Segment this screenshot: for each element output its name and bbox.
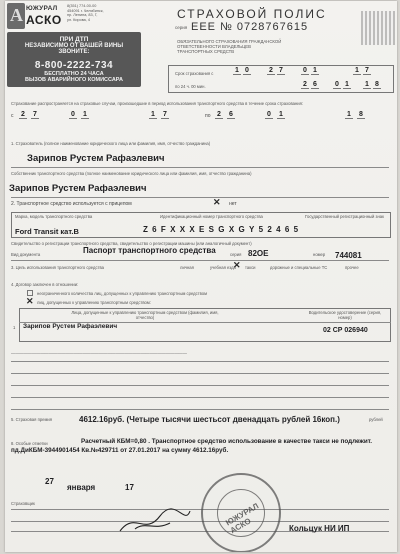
purpose-opt-5: прочее	[345, 265, 359, 270]
promo-free: БЕСПЛАТНО 24 ЧАСА	[44, 71, 104, 77]
promo-commissar: ВЫЗОВ АВАРИЙНОГО КОМИССАРА	[25, 77, 123, 83]
insurer-contacts	[67, 4, 142, 22]
doc-type: Паспорт транспортного средства	[83, 246, 216, 255]
drivers-unlimited: неограниченного количества лиц, допущенных к управлению транспортным средством	[37, 291, 208, 296]
trailer-no: нет	[229, 201, 237, 207]
drivers-col-name: Лица, допущенные к управлению транспортным средством (фамилия, имя, отчество)	[71, 310, 219, 320]
premium-currency: рублей	[369, 417, 383, 422]
model-label: Марка, модель транспортного средства	[15, 214, 93, 219]
seal-text: ЮЖУРАЛ АСКО	[224, 501, 261, 536]
signature-icon	[115, 501, 195, 541]
series-label: серия	[175, 25, 188, 30]
doc-number-label: номер	[313, 252, 326, 257]
digit: 1	[345, 111, 353, 119]
digit: 2	[215, 111, 223, 119]
brand-line1: ЮЖУРАЛ	[26, 5, 58, 12]
purpose-opt-2: учебная езда	[210, 265, 236, 270]
digit: 2	[301, 81, 309, 89]
driver-license: 02 СР 026940	[323, 327, 368, 334]
owner-name: Зарипов Рустем Рафаэлевич	[9, 183, 147, 194]
purpose-opt-1: личная	[180, 265, 194, 270]
promo-line1: ПРИ ДТП	[59, 36, 89, 43]
page-title: СТРАХОВОЙ ПОЛИС	[177, 7, 327, 21]
insurance-type: ОБЯЗАТЕЛЬНОГО СТРАХОВАНИЯ ГРАЖДАНСКОЙ ОТВЕТСТВЕННОСТИ ВЛАДЕЛЬЦЕВ ТРАНСПОРТНЫХ СРЕДСТВ	[177, 39, 282, 55]
digit: 0	[333, 81, 341, 89]
use-to-label: по	[205, 113, 211, 119]
digit: 7	[277, 67, 285, 75]
doc-number: 744081	[335, 251, 362, 260]
notes-text: Расчетный КБМ=0,80 . Транспортное средство использование в качестве такси не подлежит. пд.ДиКБМ-3944901454 Кв.№429711 от 27.01.2017 на сумму 4612.16руб.	[11, 438, 373, 454]
notes-label: 8. Особые отметки	[11, 441, 48, 446]
drivers-limited: лиц, допущенных к управлению транспортным средством:	[37, 300, 151, 305]
purpose-opt-4: дорожные и специальные ТС	[270, 265, 328, 270]
fineprint-1: ——————————————————————————————————————————	[11, 351, 187, 356]
period-from-digits	[233, 67, 393, 77]
digit: 1	[233, 67, 241, 75]
drivers-label: 4. Договор заключен в отношении:	[11, 282, 79, 287]
agent-name: Кольцук НИ ИП	[289, 524, 350, 533]
digit: 1	[81, 111, 89, 119]
digit: 6	[311, 81, 319, 89]
digit: 1	[343, 81, 351, 89]
insurance-policy-document	[5, 1, 397, 552]
use-to-digits	[215, 111, 395, 121]
digit: 0	[301, 67, 309, 75]
vin-label: Идентификационный номер транспортного средства	[160, 214, 263, 219]
vehicle-vin: Z6FXXXESGXGY52465	[143, 225, 303, 234]
digit: 0	[265, 111, 273, 119]
period-to-digits	[233, 81, 393, 91]
company-seal-icon	[201, 473, 281, 552]
doc-series: 82ОЕ	[248, 249, 269, 258]
scope-text: Страхование распространяется на страховые случаи, произошедшие в период использования транспортного средства в течение срока страхования:	[11, 101, 304, 106]
use-from-label: с	[11, 113, 14, 119]
purpose-label: 3. Цель использования транспортного средства	[11, 265, 105, 270]
vehicle-model: Ford Transit кат.В	[15, 227, 79, 236]
digit: 8	[373, 81, 381, 89]
digit: 1	[363, 81, 371, 89]
contact-city: 454091 г. Челябинск,	[67, 8, 104, 13]
accident-hotline-banner	[7, 32, 141, 87]
digit: 0	[243, 67, 251, 75]
limited-check-icon: ✕	[26, 296, 34, 306]
contact-street: пр. Ленина, 83, Г,	[67, 13, 98, 18]
brand-line2: АСКО	[26, 13, 62, 27]
digit: 7	[363, 67, 371, 75]
digit: 8	[357, 111, 365, 119]
sign-day: 27	[45, 477, 54, 486]
digit: 2	[267, 67, 275, 75]
promo-line2: НЕЗАВИСИМО ОТ ВАШЕЙ ВИНЫ	[24, 43, 124, 49]
digit: 1	[353, 67, 361, 75]
promo-phone: 8-800-2222-734	[34, 60, 114, 71]
period-from-label: Срок страхования с	[175, 71, 214, 76]
trailer-label: 2. Транспортное средство используется с прицепом	[11, 201, 132, 207]
qr-code-icon	[361, 11, 395, 45]
plate-label: Государственный регистрационный знак	[305, 214, 384, 219]
premium-amount: 4612.16руб. (Четыре тысячи шестьсот двенадцать рублей 16коп.)	[79, 415, 340, 424]
drivers-col-license: Водительское удостоверение (серия, номер)	[308, 310, 382, 320]
doc-series-label: серия	[230, 252, 242, 257]
sign-month: января	[67, 483, 96, 492]
use-from-digits	[19, 111, 199, 121]
contact-street2: ул. Кирова, 4	[67, 17, 91, 22]
purpose-check-icon: ✕	[233, 260, 241, 270]
trailer-check-icon: ✕	[213, 197, 221, 207]
agent-label: Страховщик	[11, 501, 35, 506]
insurer-label: 1. Страхователь (полное наименование юридического лица или фамилия, имя, отчество гражданина)	[11, 141, 211, 146]
digit: 7	[161, 111, 169, 119]
period-to-label: по 24 ч. 00 мин.	[175, 84, 206, 89]
digit: 1	[311, 67, 319, 75]
policy-number: ЕЕЕ № 0728767615	[191, 21, 309, 33]
doc-type-label: Вид документа	[11, 252, 41, 257]
owner-label: Собственник транспортного средства (полное наименование юридического лица или фамилия, имя, отчество гражданина)	[11, 171, 252, 176]
digit: 0	[69, 111, 77, 119]
digit: 1	[277, 111, 285, 119]
digit: 1	[149, 111, 157, 119]
insurer-name: Зарипов Рустем Рафаэлевич	[27, 153, 165, 164]
asko-logo-icon: А	[7, 3, 25, 29]
promo-line3: ЗВОНИТЕ:	[58, 49, 90, 55]
driver-row-num: 1	[13, 325, 16, 330]
digit: 7	[31, 111, 39, 119]
digit: 6	[227, 111, 235, 119]
doc-label: Свидетельство о регистрации транспортного средства, свидетельство о регистрации машины (или аналогичный документ)	[11, 241, 252, 246]
premium-label: 5. Страховая премия	[11, 417, 52, 422]
purpose-opt-3: такси	[245, 265, 256, 270]
digit: 2	[19, 111, 27, 119]
contact-phone: 8(351) 774-00-00	[67, 4, 97, 8]
driver-name: Зарипов Рустем Рафаэлевич	[23, 323, 118, 330]
sign-year: 17	[125, 483, 134, 492]
